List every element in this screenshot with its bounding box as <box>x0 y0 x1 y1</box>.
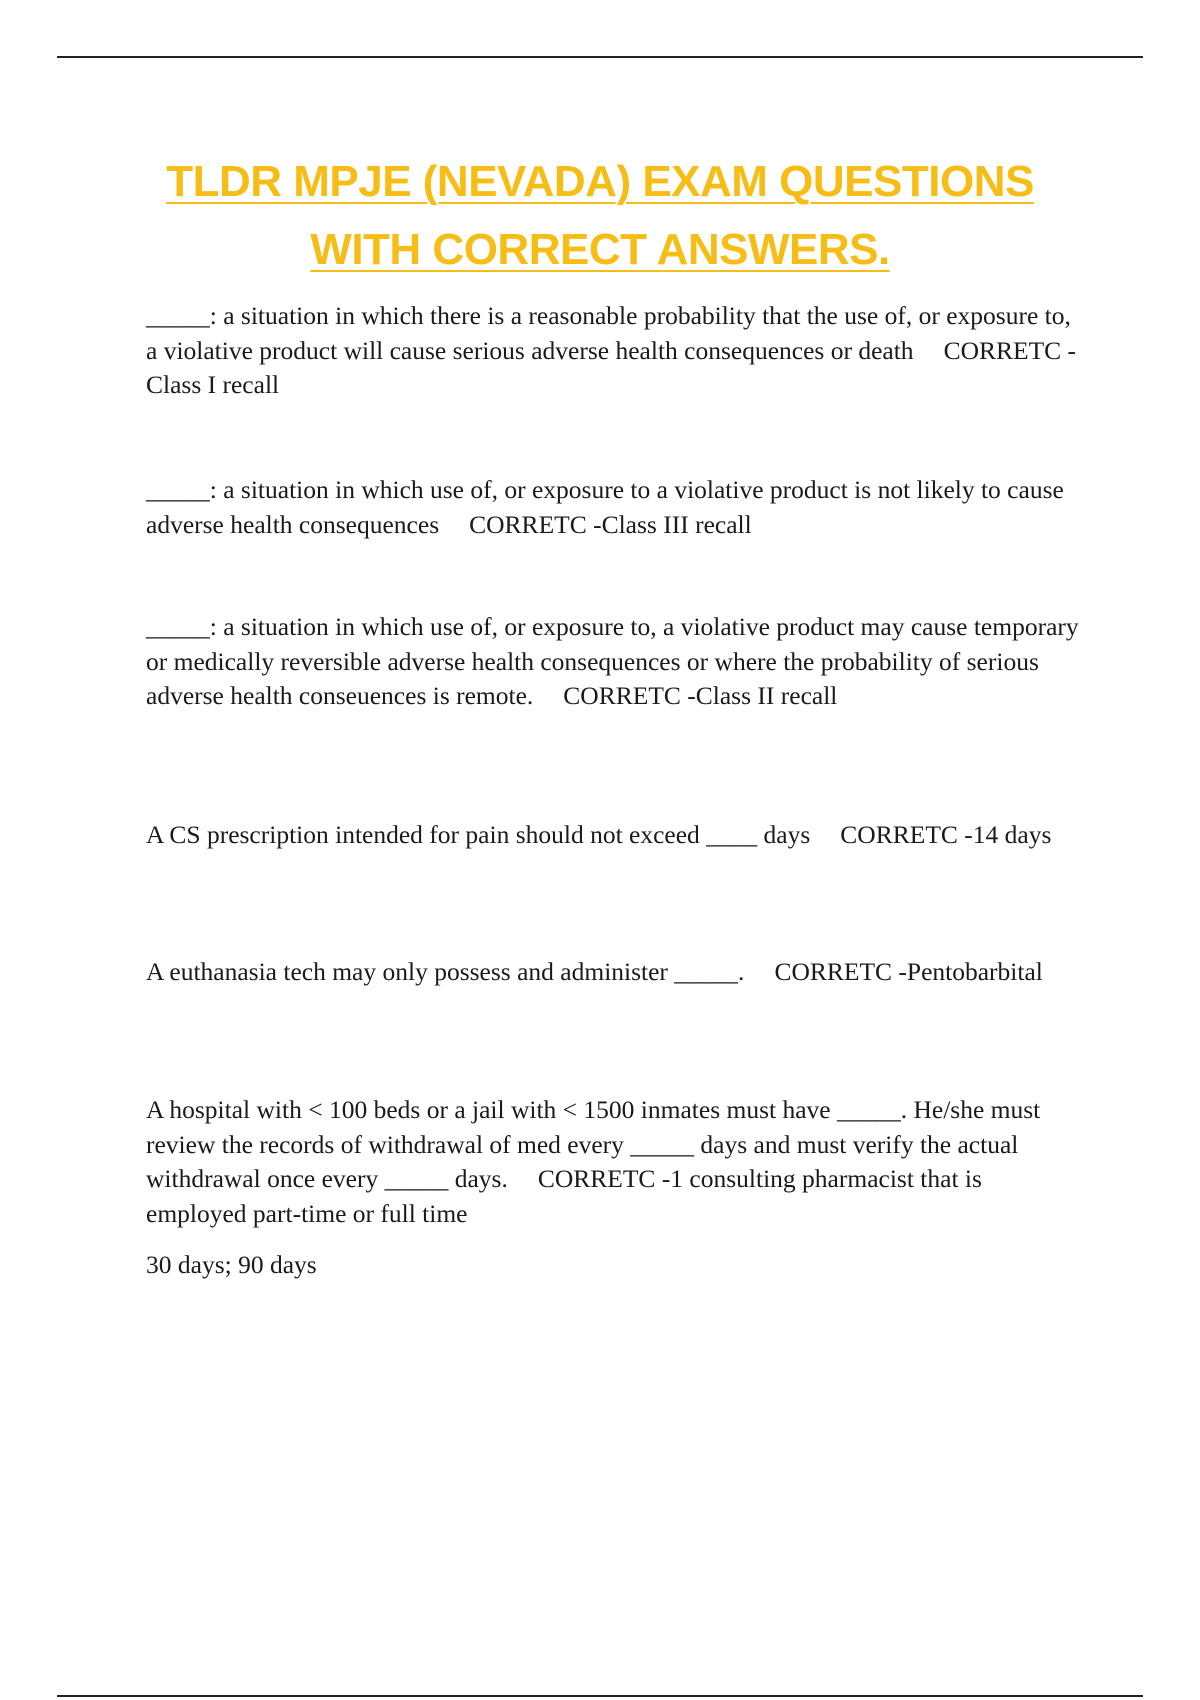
answer-text: CORRETC -14 days <box>840 820 1052 849</box>
qa-item-6-extra: 30 days; 90 days <box>146 1250 317 1279</box>
question-text: _____: a situation in which use of, or exposure to, a violative product may cause temporary or medically reversible adverse health consequences or where the probability of serious adverse health conseuences is remote. <box>146 612 1079 710</box>
title-line-1: TLDR MPJE (NEVADA) EXAM QUESTIONS <box>166 157 1034 206</box>
question-text: A CS prescription intended for pain should not exceed ____ days <box>146 820 811 849</box>
answer-text: CORRETC -1 consulting pharmacist that is employed part-time or full time <box>146 1164 982 1228</box>
qa-item-6 <box>146 1093 1084 1231</box>
answer-text: CORRETC -Class I recall <box>146 335 1077 399</box>
question-text: A euthanasia tech may only possess and administer _____. <box>146 957 745 986</box>
qa-item-1 <box>146 299 1084 403</box>
question-text: A hospital with < 100 beds or a jail with < 1500 inmates must have _____. He/she must review the records of withdrawal of med every _____ days and must verify the actual withdrawal once every _____ days. <box>146 1095 1041 1193</box>
qa-item-3 <box>146 610 1084 714</box>
qa-item-2 <box>146 473 1084 542</box>
answer-text: CORRETC -Class III recall <box>469 509 752 539</box>
question-text: _____: a situation in which there is a reasonable probability that the use of, or exposure to, a violative product will cause serious adverse health consequences or death <box>146 301 1071 365</box>
qa-item-5 <box>146 955 1084 990</box>
answer-text: CORRETC -Class II recall <box>563 681 838 710</box>
answer-text: CORRETC -Pentobarbital <box>774 957 1043 986</box>
document-title <box>0 148 1200 284</box>
top-rule <box>57 56 1143 58</box>
qa-item-4 <box>146 818 1084 853</box>
title-line-2: WITH CORRECT ANSWERS. <box>310 225 890 274</box>
bottom-rule <box>57 1695 1143 1697</box>
question-text: _____: a situation in which use of, or exposure to a violative product is not likely to cause adverse health consequences <box>146 475 1064 539</box>
